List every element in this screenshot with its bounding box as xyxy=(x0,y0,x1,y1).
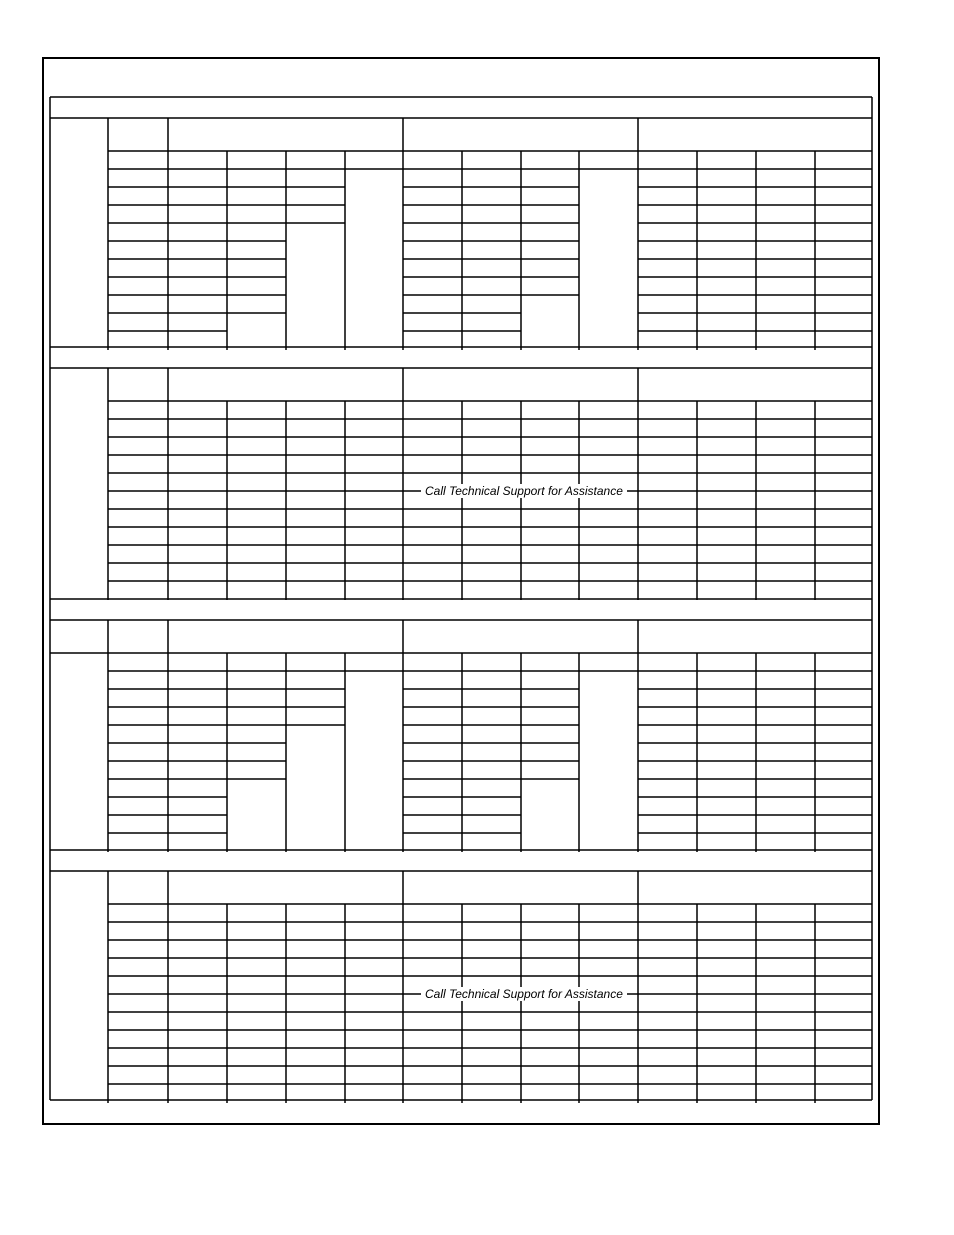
table-cell xyxy=(462,671,521,689)
table-cell xyxy=(403,187,462,205)
row-group-label xyxy=(50,118,108,350)
table-cell xyxy=(638,241,697,259)
elbow-count xyxy=(108,313,168,331)
table-cell xyxy=(462,707,521,725)
model-header xyxy=(286,653,345,671)
elbow-count xyxy=(108,797,168,815)
model-header xyxy=(286,401,345,419)
table-cell xyxy=(521,707,579,725)
model-header xyxy=(697,151,756,169)
model-header xyxy=(815,653,872,671)
table-cell xyxy=(756,689,815,707)
table-cell xyxy=(462,815,521,833)
table-cell xyxy=(462,259,521,277)
elbow-count xyxy=(108,581,168,600)
model-header xyxy=(579,904,638,922)
na-cell xyxy=(579,671,638,852)
section-title xyxy=(50,97,872,118)
model-header xyxy=(462,653,521,671)
model-header xyxy=(462,151,521,169)
na-cell xyxy=(227,779,286,852)
table-cell xyxy=(756,169,815,187)
table-cell xyxy=(521,187,579,205)
table-cell xyxy=(756,223,815,241)
pipe-size-0 xyxy=(168,871,403,904)
table-cell xyxy=(286,707,345,725)
table-cell xyxy=(756,205,815,223)
table-cell xyxy=(227,241,286,259)
table-cell xyxy=(403,205,462,223)
model-header xyxy=(815,401,872,419)
model-header xyxy=(638,653,697,671)
model-label xyxy=(108,151,168,169)
table-cell xyxy=(815,725,872,743)
table-cell xyxy=(227,205,286,223)
table-cell xyxy=(462,725,521,743)
table-cell xyxy=(756,707,815,725)
model-header xyxy=(403,151,462,169)
table-cell xyxy=(286,169,345,187)
table-cell xyxy=(756,743,815,761)
table-cell xyxy=(756,725,815,743)
table-cell xyxy=(403,671,462,689)
pipe-size-2 xyxy=(638,368,872,401)
na-cell xyxy=(286,725,345,852)
model-header xyxy=(227,401,286,419)
model-header xyxy=(286,151,345,169)
elbow-count xyxy=(108,545,168,563)
table-cell xyxy=(227,259,286,277)
table-cell xyxy=(638,743,697,761)
call-support-note: Call Technical Support for Assistance xyxy=(421,987,627,1001)
table-cell xyxy=(756,671,815,689)
elbow-count xyxy=(108,689,168,707)
elbow-count xyxy=(108,940,168,958)
model-header xyxy=(345,653,403,671)
na-cell xyxy=(579,169,638,350)
model-header xyxy=(227,653,286,671)
table-cell xyxy=(697,743,756,761)
elbow-count xyxy=(108,761,168,779)
table-cell xyxy=(227,725,286,743)
row-group-label xyxy=(50,871,108,1103)
table-cell xyxy=(462,187,521,205)
pipe-size-1 xyxy=(403,118,638,151)
table-cell xyxy=(168,797,227,815)
table-cell xyxy=(697,313,756,331)
elbow-count xyxy=(108,707,168,725)
model-header xyxy=(579,151,638,169)
table-cell xyxy=(286,205,345,223)
table-cell xyxy=(697,761,756,779)
elbow-count xyxy=(108,223,168,241)
table-cell xyxy=(697,779,756,797)
table-cell xyxy=(756,797,815,815)
model-header xyxy=(521,401,579,419)
elbow-count xyxy=(108,241,168,259)
elbow-count xyxy=(108,455,168,473)
elbow-count xyxy=(108,169,168,187)
pipe-size-1 xyxy=(403,871,638,904)
model-header xyxy=(756,653,815,671)
table-cell xyxy=(168,277,227,295)
table-cell xyxy=(638,223,697,241)
table-cell xyxy=(697,815,756,833)
table-cell xyxy=(227,187,286,205)
table-cell xyxy=(168,187,227,205)
table-cell xyxy=(462,689,521,707)
table-cell xyxy=(697,707,756,725)
table-cell xyxy=(521,241,579,259)
model-header xyxy=(697,401,756,419)
model-header xyxy=(462,904,521,922)
table-cell xyxy=(638,797,697,815)
table-cell xyxy=(815,671,872,689)
table-cell xyxy=(638,259,697,277)
model-label xyxy=(108,904,168,922)
pipe-size-1 xyxy=(403,368,638,401)
table-cell xyxy=(638,815,697,833)
table-cell xyxy=(815,313,872,331)
table-cell xyxy=(756,295,815,313)
table-cell xyxy=(815,277,872,295)
table-cell xyxy=(403,169,462,187)
model-header xyxy=(345,151,403,169)
table-cell xyxy=(815,169,872,187)
table-cell xyxy=(403,295,462,313)
table-cell xyxy=(462,205,521,223)
table-cell xyxy=(815,223,872,241)
elbow-count xyxy=(108,295,168,313)
table-cell xyxy=(168,689,227,707)
model-header xyxy=(638,904,697,922)
table-cell xyxy=(168,313,227,331)
model-header xyxy=(168,653,227,671)
table-cell xyxy=(227,743,286,761)
table-cell xyxy=(638,671,697,689)
table-cell xyxy=(815,259,872,277)
model-header xyxy=(227,904,286,922)
table-cell xyxy=(403,707,462,725)
table-cell xyxy=(756,313,815,331)
model-header xyxy=(697,653,756,671)
table-cell xyxy=(815,779,872,797)
table-cell xyxy=(462,779,521,797)
table-cell xyxy=(403,223,462,241)
model-header xyxy=(168,401,227,419)
table-cell xyxy=(521,277,579,295)
table-cell xyxy=(168,761,227,779)
elbow-count xyxy=(108,958,168,976)
table-cell xyxy=(815,187,872,205)
table-cell xyxy=(638,187,697,205)
elbow-count xyxy=(108,725,168,743)
table-cell xyxy=(286,187,345,205)
table-cell xyxy=(756,277,815,295)
table-cell xyxy=(697,241,756,259)
table-cell xyxy=(227,169,286,187)
model-header xyxy=(168,151,227,169)
table-cell xyxy=(462,761,521,779)
table-cell xyxy=(756,779,815,797)
table-cell xyxy=(697,169,756,187)
model-header xyxy=(521,151,579,169)
table-cell xyxy=(521,761,579,779)
table-cell xyxy=(227,295,286,313)
model-header xyxy=(403,401,462,419)
pipe-size-2 xyxy=(638,620,872,653)
na-cell xyxy=(521,295,579,350)
table-cell xyxy=(521,689,579,707)
pipe-size-label xyxy=(108,368,168,401)
model-header xyxy=(756,151,815,169)
call-support-note: Call Technical Support for Assistance xyxy=(421,484,627,498)
table-cell xyxy=(168,707,227,725)
table-cell xyxy=(815,241,872,259)
table-cell xyxy=(638,707,697,725)
section-title xyxy=(50,347,872,368)
section-title xyxy=(50,599,872,620)
table-cell xyxy=(227,707,286,725)
table-cell xyxy=(815,205,872,223)
table-cell xyxy=(227,671,286,689)
table-cell xyxy=(521,223,579,241)
table-cell xyxy=(697,205,756,223)
table-cell xyxy=(521,259,579,277)
table-cell xyxy=(462,743,521,761)
elbow-count xyxy=(108,743,168,761)
model-header xyxy=(345,904,403,922)
elbow-count xyxy=(108,563,168,581)
elbow-count xyxy=(108,205,168,223)
pipe-size-2 xyxy=(638,871,872,904)
table-cell xyxy=(697,259,756,277)
table-cell xyxy=(168,779,227,797)
table-cell xyxy=(168,725,227,743)
table-cell xyxy=(638,689,697,707)
elbow-count xyxy=(108,187,168,205)
pipe-size-label xyxy=(108,620,168,653)
table-cell xyxy=(168,241,227,259)
table-cell xyxy=(638,725,697,743)
na-cell xyxy=(286,223,345,350)
table-cell xyxy=(403,779,462,797)
elbow-count xyxy=(108,671,168,689)
table-cell xyxy=(462,241,521,259)
model-header xyxy=(756,904,815,922)
model-header xyxy=(462,401,521,419)
pipe-size-label xyxy=(108,118,168,151)
table-cell xyxy=(227,761,286,779)
na-cell xyxy=(521,779,579,852)
table-cell xyxy=(815,707,872,725)
elbow-count xyxy=(108,976,168,994)
model-header xyxy=(345,401,403,419)
table-cell xyxy=(815,797,872,815)
elbow-count xyxy=(108,1084,168,1103)
table-cell xyxy=(286,671,345,689)
table-cell xyxy=(168,259,227,277)
table-cell xyxy=(403,277,462,295)
section-title xyxy=(50,850,872,871)
table-cell xyxy=(697,187,756,205)
pipe-size-0 xyxy=(168,368,403,401)
table-cell xyxy=(697,671,756,689)
table-cell xyxy=(521,725,579,743)
row-group-label xyxy=(50,368,108,600)
table-cell xyxy=(521,205,579,223)
table-cell xyxy=(638,295,697,313)
table-cell xyxy=(756,815,815,833)
table-cell xyxy=(697,725,756,743)
table-cell xyxy=(756,187,815,205)
model-label xyxy=(108,653,168,671)
table-cell xyxy=(403,797,462,815)
table-cell xyxy=(697,295,756,313)
model-header xyxy=(286,904,345,922)
table-cell xyxy=(168,743,227,761)
elbow-count xyxy=(108,491,168,509)
row-group-label xyxy=(50,653,108,852)
table-cell xyxy=(697,689,756,707)
table-cell xyxy=(521,671,579,689)
table-cell xyxy=(168,223,227,241)
table-cell xyxy=(815,295,872,313)
elbow-count xyxy=(108,473,168,491)
model-header xyxy=(697,904,756,922)
table-cell xyxy=(521,743,579,761)
model-header xyxy=(815,904,872,922)
table-cell xyxy=(403,725,462,743)
model-header xyxy=(756,401,815,419)
table-cell xyxy=(286,689,345,707)
table-cell xyxy=(403,761,462,779)
table-cell xyxy=(168,295,227,313)
table-cell xyxy=(227,277,286,295)
elbow-count xyxy=(108,419,168,437)
table-cell xyxy=(638,761,697,779)
table-cell xyxy=(697,277,756,295)
model-header xyxy=(521,653,579,671)
table-cell xyxy=(638,169,697,187)
elbow-count xyxy=(108,922,168,940)
model-header xyxy=(638,151,697,169)
elbow-count xyxy=(108,277,168,295)
table-cell xyxy=(168,815,227,833)
na-cell xyxy=(227,313,286,350)
elbow-count xyxy=(108,994,168,1012)
table-cell xyxy=(638,205,697,223)
table-cell xyxy=(638,313,697,331)
table-cell xyxy=(815,815,872,833)
model-header xyxy=(579,401,638,419)
table-cell xyxy=(227,223,286,241)
elbow-count xyxy=(108,815,168,833)
table-cell xyxy=(697,797,756,815)
table-cell xyxy=(638,277,697,295)
model-header xyxy=(403,653,462,671)
table-cell xyxy=(462,295,521,313)
model-header xyxy=(521,904,579,922)
table-cell xyxy=(756,259,815,277)
pipe-size-2 xyxy=(638,118,872,151)
table-cell xyxy=(638,779,697,797)
table-cell xyxy=(403,241,462,259)
table-cell xyxy=(756,761,815,779)
table-cell xyxy=(168,169,227,187)
pipe-size-0 xyxy=(168,620,403,653)
pipe-size-0 xyxy=(168,118,403,151)
pipe-size-1 xyxy=(403,620,638,653)
table-cell xyxy=(815,761,872,779)
table-cell xyxy=(521,169,579,187)
elbow-count xyxy=(108,1012,168,1030)
table-cell xyxy=(815,743,872,761)
table-cell xyxy=(756,241,815,259)
na-cell xyxy=(345,169,403,350)
model-header xyxy=(638,401,697,419)
elbow-count xyxy=(108,509,168,527)
table-cell xyxy=(403,313,462,331)
pipe-size-label xyxy=(108,871,168,904)
table-cell xyxy=(403,259,462,277)
table-cell xyxy=(168,671,227,689)
model-label xyxy=(108,401,168,419)
elbow-count xyxy=(108,779,168,797)
table-cell xyxy=(462,277,521,295)
model-header xyxy=(403,904,462,922)
table-cell xyxy=(403,743,462,761)
elbow-count xyxy=(108,1066,168,1084)
table-cell xyxy=(227,689,286,707)
elbow-count xyxy=(108,437,168,455)
model-header xyxy=(227,151,286,169)
table-cell xyxy=(697,223,756,241)
elbow-count xyxy=(108,259,168,277)
elbow-count xyxy=(108,1048,168,1066)
table-cell xyxy=(462,169,521,187)
table-cell xyxy=(403,689,462,707)
table-cell xyxy=(168,205,227,223)
model-header xyxy=(579,653,638,671)
table-cell xyxy=(815,689,872,707)
na-cell xyxy=(345,671,403,852)
elbow-count xyxy=(108,527,168,545)
model-header xyxy=(815,151,872,169)
model-header xyxy=(168,904,227,922)
table-cell xyxy=(462,223,521,241)
elbow-count xyxy=(108,1030,168,1048)
table-cell xyxy=(462,313,521,331)
table-cell xyxy=(403,815,462,833)
table-cell xyxy=(462,797,521,815)
